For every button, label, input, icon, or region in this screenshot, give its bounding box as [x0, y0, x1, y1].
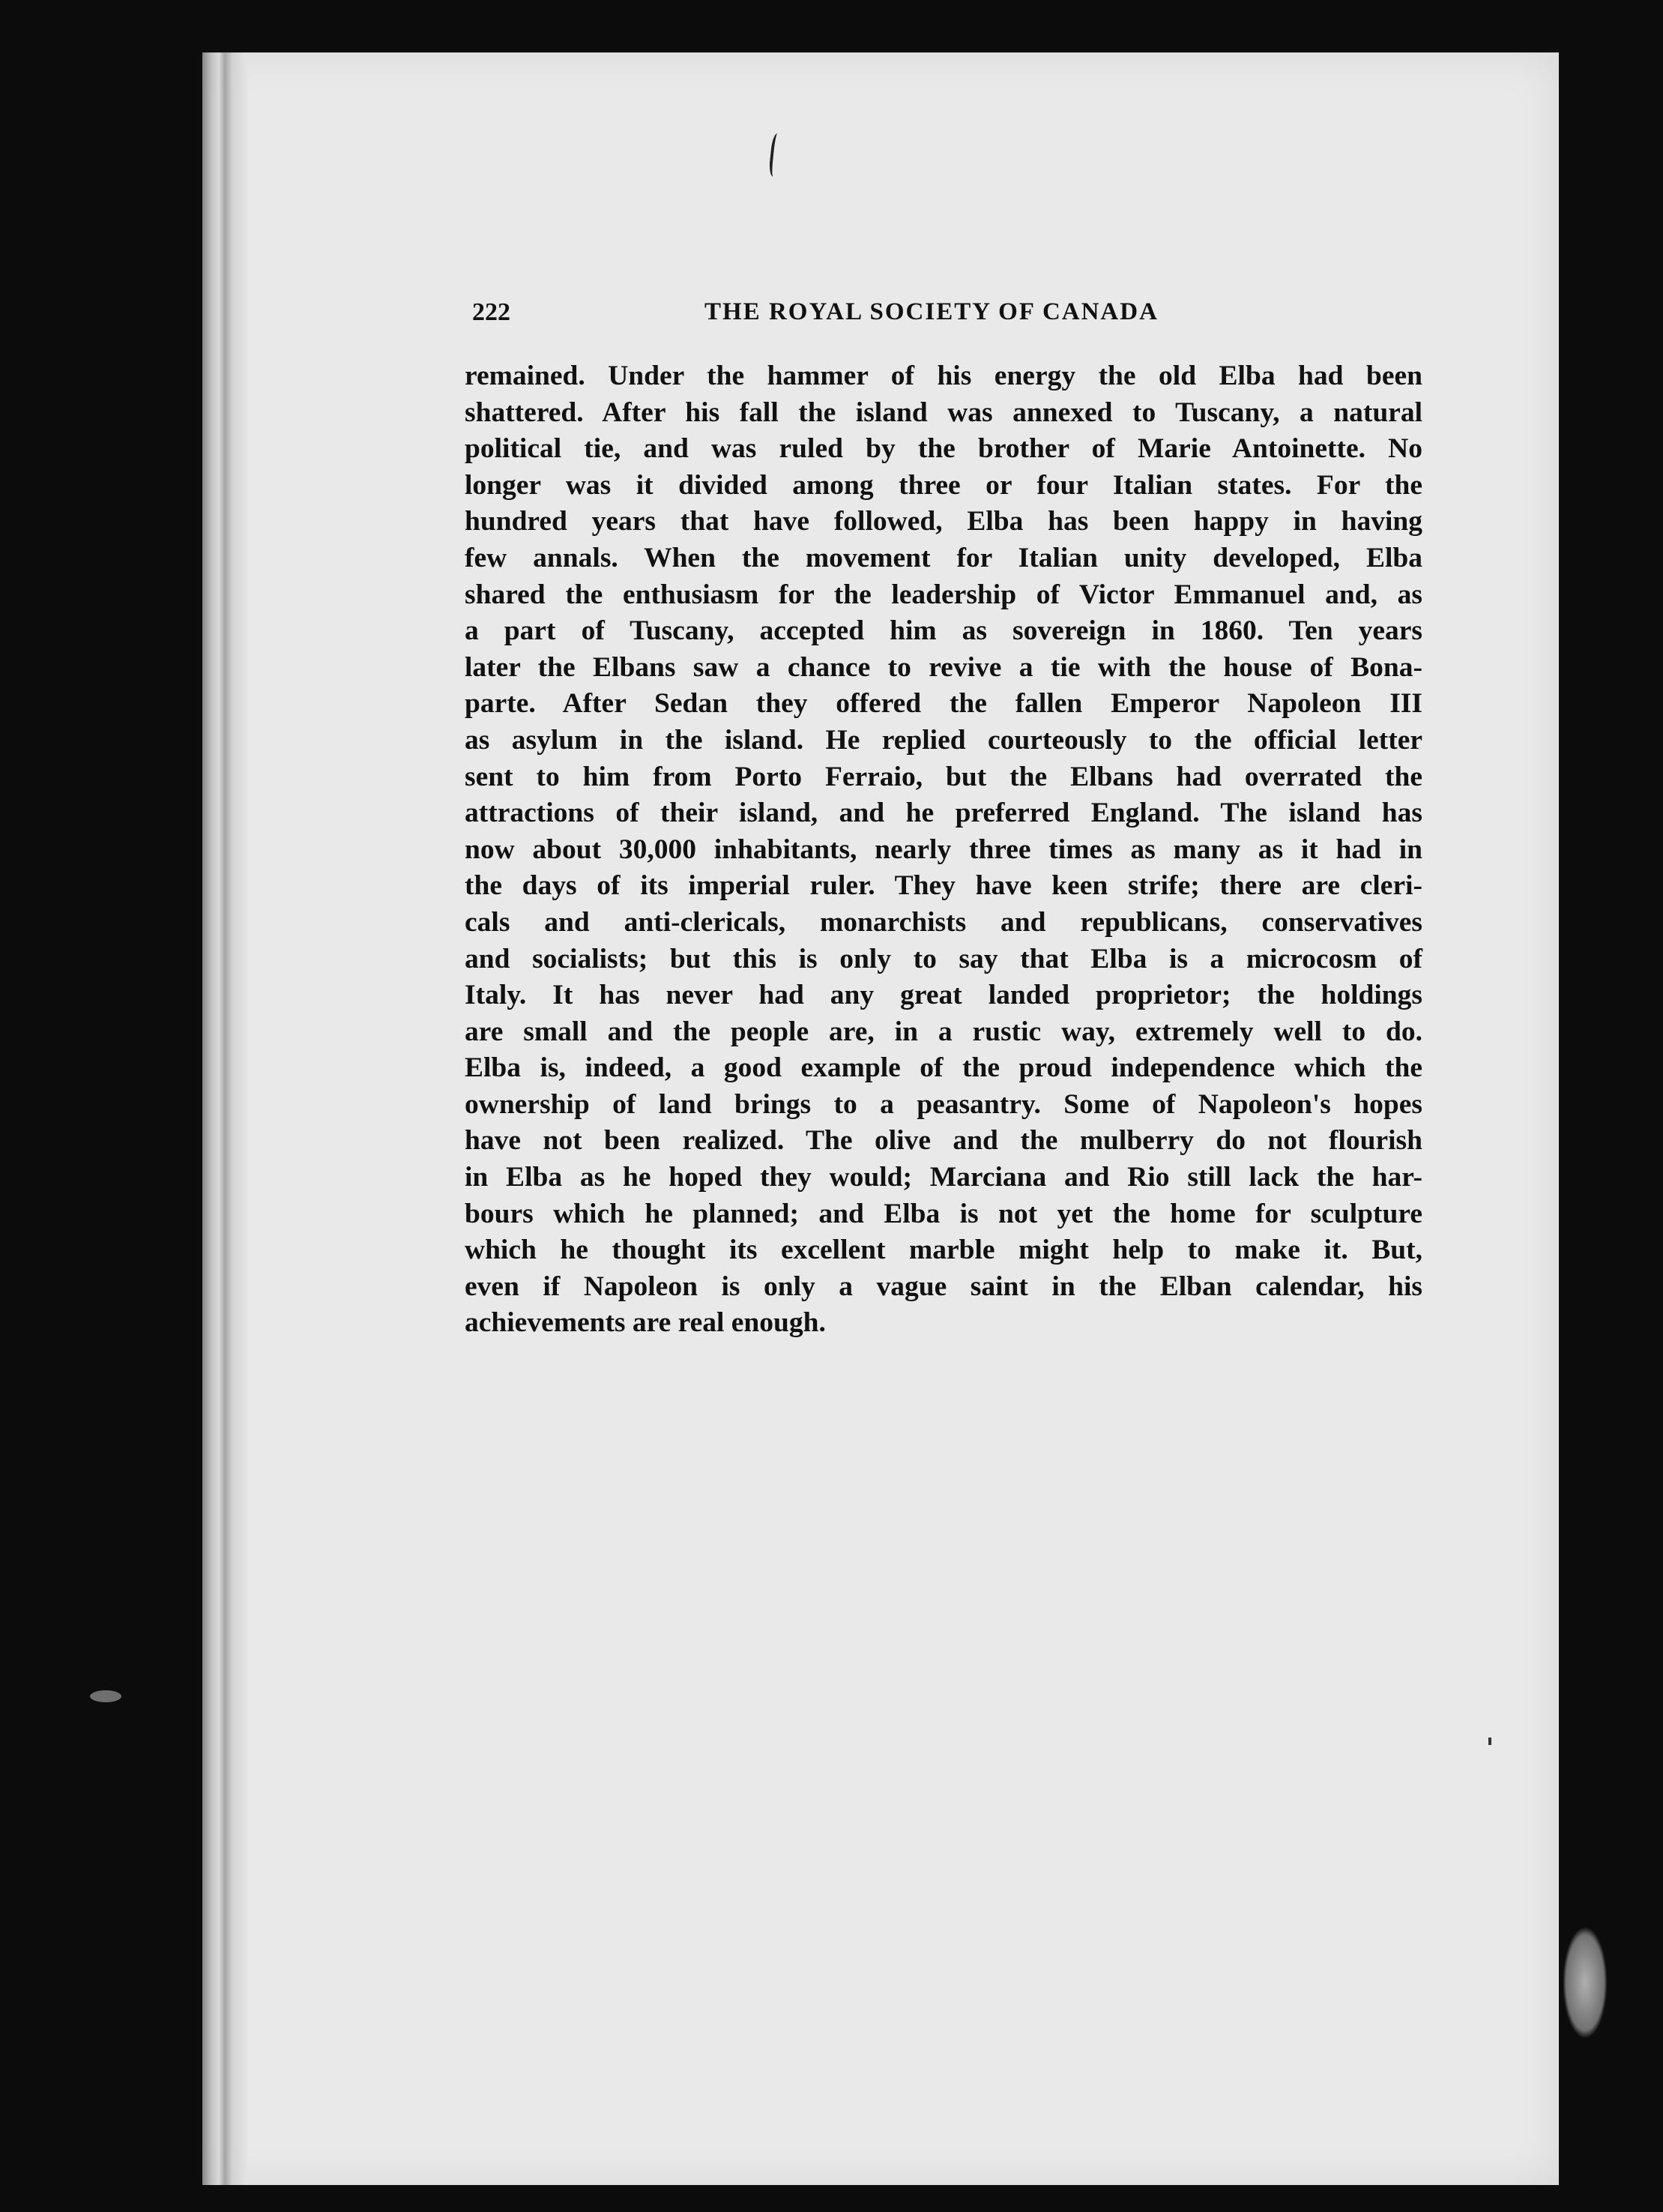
text-line: which he thought its excellent marble might help to make it. But, [465, 1235, 1422, 1266]
text-line: shared the enthusiasm for the leadership of Victor Emmanuel and, as [465, 579, 1422, 610]
page-number: 222 [472, 298, 510, 326]
text-line: later the Elbans saw a chance to revive a tie with the house of Bona- [465, 651, 1422, 683]
page-header [472, 298, 1424, 334]
text-line: sent to him from Porto Ferraio, but the Elbans had overrated the [465, 761, 1422, 792]
text-line: shattered. After his fall the island was annexed to Tuscany, a natural [465, 397, 1422, 428]
text-line: Italy. It has never had any great landed proprietor; the holdings [465, 980, 1422, 1011]
text-line: have not been realized. The olive and the mulberry do not flourish [465, 1125, 1422, 1157]
text-line: the days of its imperial ruler. They have keen strife; there are cleri- [465, 870, 1422, 902]
text-line: are small and the people are, in a rustic way, extremely well to do. [465, 1016, 1422, 1047]
text-line: longer was it divided among three or four Italian states. For the [465, 469, 1422, 501]
text-line: political tie, and was ruled by the brother of Marie Antoinette. No [465, 433, 1422, 465]
body-paragraph [465, 358, 1422, 1342]
text-line: even if Napoleon is only a vague saint in the Elban calendar, his [465, 1271, 1422, 1302]
text-line: in Elba as he hoped they would; Marciana and Rio still lack the har- [465, 1162, 1422, 1193]
binding-edge [202, 52, 247, 2185]
scan-speck [1488, 1738, 1491, 1745]
text-line: parte. After Sedan they offered the fallen Emperor Napoleon III [465, 688, 1422, 720]
running-head: THE ROYAL SOCIETY OF CANADA [704, 298, 1159, 325]
text-line: ownership of land brings to a peasantry. Some of Napoleon's hopes [465, 1088, 1422, 1120]
text-line-last: achievements are real enough. [465, 1307, 826, 1339]
text-line: a part of Tuscany, accepted him as sovereign in 1860. Ten years [465, 615, 1422, 647]
text-line: now about 30,000 inhabitants, nearly three times as many as it had in [465, 834, 1422, 865]
text-line: Elba is, indeed, a good example of the proud independence which the [465, 1052, 1422, 1084]
text-line: hundred years that have followed, Elba has been happy in having [465, 506, 1422, 537]
text-line: cals and anti-clericals, monarchists and republicans, conservatives [465, 906, 1422, 938]
text-line: few annals. When the movement for Italian unity developed, Elba [465, 542, 1422, 573]
scan-speck [1563, 1926, 1608, 2039]
text-line: bours which he planned; and Elba is not yet the home for sculpture [465, 1198, 1422, 1229]
text-line: attractions of their island, and he preferred England. The island has [465, 798, 1422, 829]
text-line: as asylum in the island. He replied courteously to the official letter [465, 724, 1422, 756]
text-line: remained. Under the hammer of his energy the old Elba had been [465, 361, 1422, 391]
scan-speck [90, 1690, 121, 1702]
text-line: and socialists; but this is only to say that Elba is a microcosm of [465, 943, 1422, 974]
